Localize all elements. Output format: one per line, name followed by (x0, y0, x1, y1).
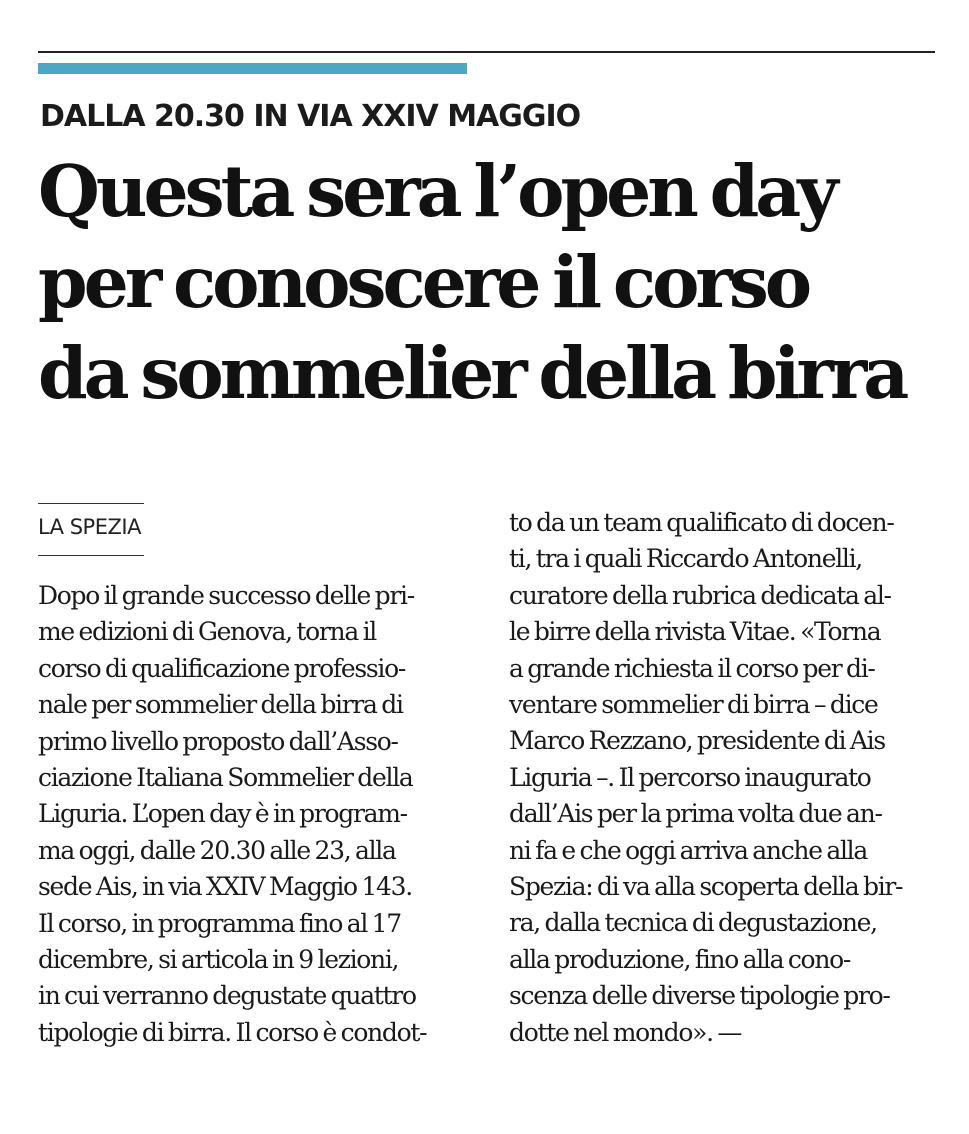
body-line: dicembre, si articola in 9 lezioni, (38, 945, 399, 975)
body-line: corso di qualificazione professio- (38, 653, 406, 683)
section-rule-bottom (38, 555, 144, 556)
kicker: DALLA 20.30 IN VIA XXIV MAGGIO (40, 99, 581, 134)
body-line: ventare sommelier di birra – dice (509, 690, 878, 720)
section-label: LA SPEZIA (38, 515, 141, 539)
headline-line: Questa sera l’open day (38, 149, 835, 233)
body-line: me edizioni di Genova, torna il (38, 617, 376, 647)
body-line: Il corso, in programma fino al 17 (38, 908, 401, 938)
body-line: Marco Rezzano, presidente di Ais (509, 726, 885, 756)
body-line: scenza delle diverse tipologie pro- (509, 981, 890, 1011)
headline-line: per conoscere il corso (38, 240, 809, 324)
body-line: ti, tra i quali Riccardo Antonelli, (509, 544, 862, 574)
body-line: primo livello proposto dall’Asso- (38, 726, 398, 756)
accent-bar (38, 63, 467, 74)
body-line: Liguria. L’open day è in program- (38, 799, 407, 829)
body-line: Spezia: di va alla scoperta della bir- (509, 872, 903, 902)
body-line: in cui verranno degustate quattro (38, 981, 416, 1011)
body-line: ma oggi, dalle 20.30 alle 23, alla (38, 835, 396, 865)
headline-line: da sommelier della birra (38, 331, 906, 415)
body-line: dall’Ais per la prima volta due an- (509, 799, 882, 829)
body-line: ni fa e che oggi arriva anche alla (509, 835, 867, 865)
body-line: curatore della rubrica dedicata al- (509, 580, 891, 610)
body-line: ciazione Italiana Sommelier della (38, 763, 413, 793)
headline (38, 146, 958, 419)
body-line: ra, dalla tecnica di degustazione, (509, 908, 877, 938)
body-line: alla produzione, fino alla cono- (509, 944, 851, 974)
body-line: tipologie di birra. Il corso è condot- (38, 1017, 427, 1047)
top-rule (38, 51, 935, 53)
body-line: nale per sommelier della birra di (38, 690, 403, 720)
section-rule-top (38, 503, 144, 504)
body-line: Liguria –. Il percorso inaugurato (509, 762, 871, 792)
body-line: a grande richiesta il corso per di- (509, 653, 875, 683)
body-line: dotte nel mondo». — (509, 1017, 742, 1047)
body-line: Dopo il grande successo delle pri- (38, 581, 414, 610)
body-line: sede Ais, in via XXIV Maggio 143. (38, 872, 412, 902)
article-column-right (509, 505, 939, 1051)
article-column-left (38, 578, 468, 1051)
body-line: le birre della rivista Vitae. «Torna (509, 617, 881, 647)
body-line: to da un team qualificato di docen- (509, 508, 894, 537)
